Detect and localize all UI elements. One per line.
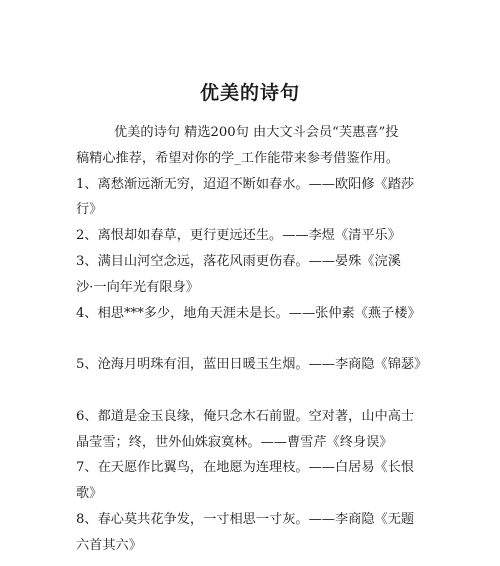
poem-line-8a: 8、春心莫共花争发，一寸相思一寸灰。——李商隐《无题	[76, 511, 415, 527]
poem-line-2: 2、离恨却如春草，更行更远还生。——李煜《清平乐》	[76, 228, 401, 244]
document-body	[76, 120, 438, 559]
poem-line-6b: 晶莹雪；终，世外仙姝寂寞林。——曹雪芹《终身误》	[76, 434, 393, 450]
poem-line-3a: 3、满目山河空念远，落花风雨更伤春。——晏殊《浣溪	[76, 253, 401, 269]
poem-line-6a: 6、都道是金玉良缘，俺只念木石前盟。空对著，山中高士	[76, 408, 415, 424]
poem-line-3b: 沙·一向年光有限身》	[76, 279, 199, 295]
page-title: 优美的诗句	[199, 82, 300, 104]
poem-line-4: 4、相思***多少，地角天涯未是长。——张仲素《燕子楼》	[76, 305, 421, 321]
poem-line-5: 5、沧海月明珠有泪，蓝田日暖玉生烟。——李商隐《锦瑟》	[76, 357, 428, 373]
poem-line-8b: 六首其六》	[76, 537, 142, 553]
blank-line	[76, 326, 438, 352]
poem-line-1b: 行》	[76, 202, 103, 218]
intro-line-1: 优美的诗句 精选200句 由大文斗会员“芙惠喜”投	[114, 125, 399, 140]
poem-line-1a: 1、离愁渐远渐无穷，迢迢不断如春水。——欧阳修《踏莎	[76, 176, 415, 192]
poem-line-7a: 7、在天愿作比翼鸟，在地愿为连理枝。——白居易《长恨	[76, 460, 415, 476]
blank-line	[76, 378, 438, 404]
poem-line-7b: 歌》	[76, 486, 103, 502]
intro-line-2: 稿精心推荐，希望对你的学_工作能带来参考借鉴作用。	[76, 150, 400, 166]
